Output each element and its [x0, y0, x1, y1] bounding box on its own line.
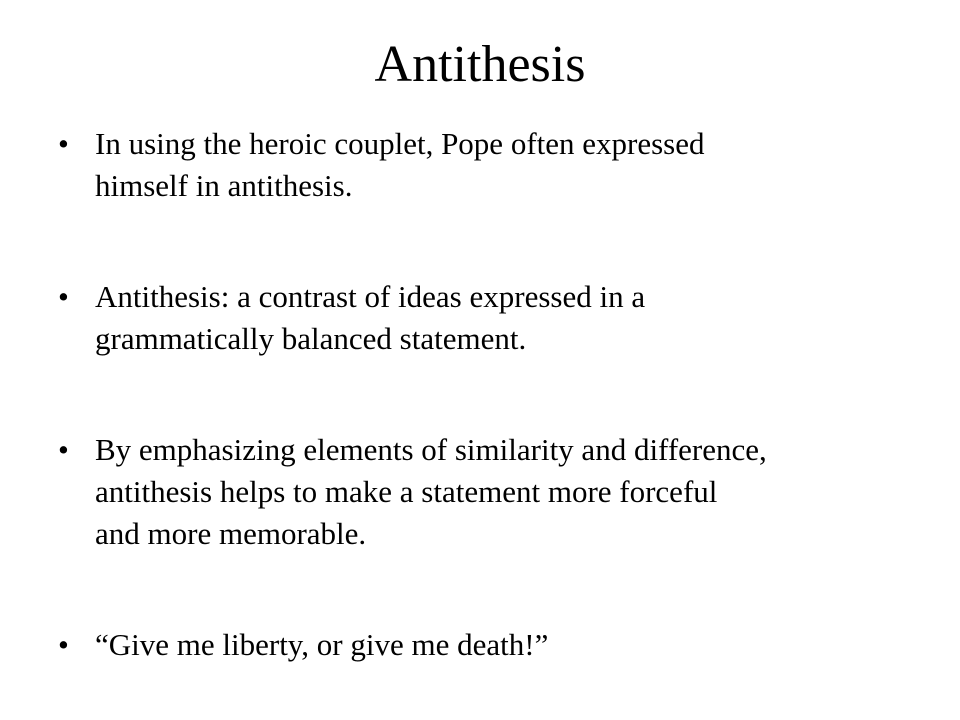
- bullet-marker: •: [58, 432, 69, 467]
- bullet-marker: •: [58, 126, 69, 161]
- bullet-marker: •: [58, 279, 69, 314]
- bullet-text: “Give me liberty, or give me death!”: [95, 627, 549, 662]
- bullet-marker: •: [58, 627, 69, 662]
- bullet-text: In using the heroic couplet, Pope often expressed himself in antithesis.: [95, 126, 705, 203]
- slide-title: Antithesis: [374, 36, 586, 93]
- bullet-text: Antithesis: a contrast of ideas expressed in a grammatically balanced statement.: [95, 279, 646, 356]
- bullet-text: By emphasizing elements of similarity and difference, antithesis helps to make a statement more forceful and more memorable.: [95, 432, 767, 551]
